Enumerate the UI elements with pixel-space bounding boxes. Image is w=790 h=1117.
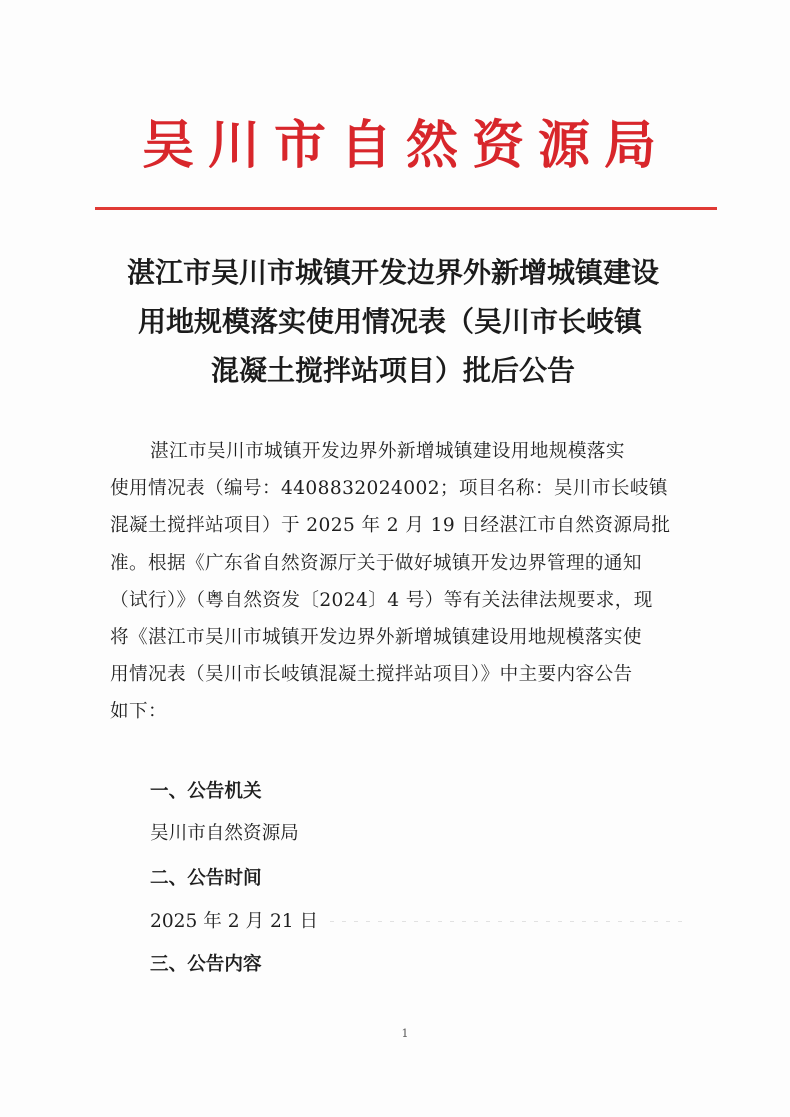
title-line: 混凝土搅拌站项目）批后公告 — [211, 354, 576, 387]
title-line: 用地规模落实使用情况表（吴川市长岐镇 — [138, 305, 643, 338]
body-line: 混凝土搅拌站项目）于 2025 年 2 月 19 日经湛江市自然资源局批 — [110, 515, 671, 537]
body-line: 使用情况表（编号：4408832024002；项目名称：吴川市长岐镇 — [110, 478, 668, 500]
body-line: （试行）》（粤自然资发〔2024〕4 号）等有关法律法规要求，现 — [110, 589, 653, 611]
scan-artifact-line — [330, 921, 690, 922]
body-line: 湛江市吴川市城镇开发边界外新增城镇建设用地规模落实 — [150, 441, 625, 462]
agency-letterhead: 吴川市自然资源局 — [141, 116, 670, 176]
section-value-time: 2025 年 2 月 21 日 — [150, 911, 319, 932]
body-paragraph — [110, 433, 710, 731]
body-line: 如下： — [110, 701, 167, 723]
page-number: 1 — [401, 1027, 409, 1040]
body-line: 将《湛江市吴川市城镇开发边界外新增城镇建设用地规模落实使 — [110, 627, 642, 649]
document-title — [100, 248, 720, 395]
title-line: 湛江市吴川市城镇开发边界外新增城镇建设 — [127, 256, 660, 289]
body-line: 用情况表（吴川市长岐镇混凝土搅拌站项目）》中主要内容公告 — [110, 664, 633, 686]
section-value-authority: 吴川市自然资源局 — [150, 823, 299, 844]
letterhead-divider — [95, 207, 717, 210]
section-heading-authority: 一、公告机关 — [150, 781, 262, 802]
body-line: 准。根据《广东省自然资源厅关于做好城镇开发边界管理的通知 — [110, 552, 642, 574]
section-heading-content: 三、公告内容 — [150, 954, 262, 975]
section-heading-time: 二、公告时间 — [150, 868, 262, 889]
